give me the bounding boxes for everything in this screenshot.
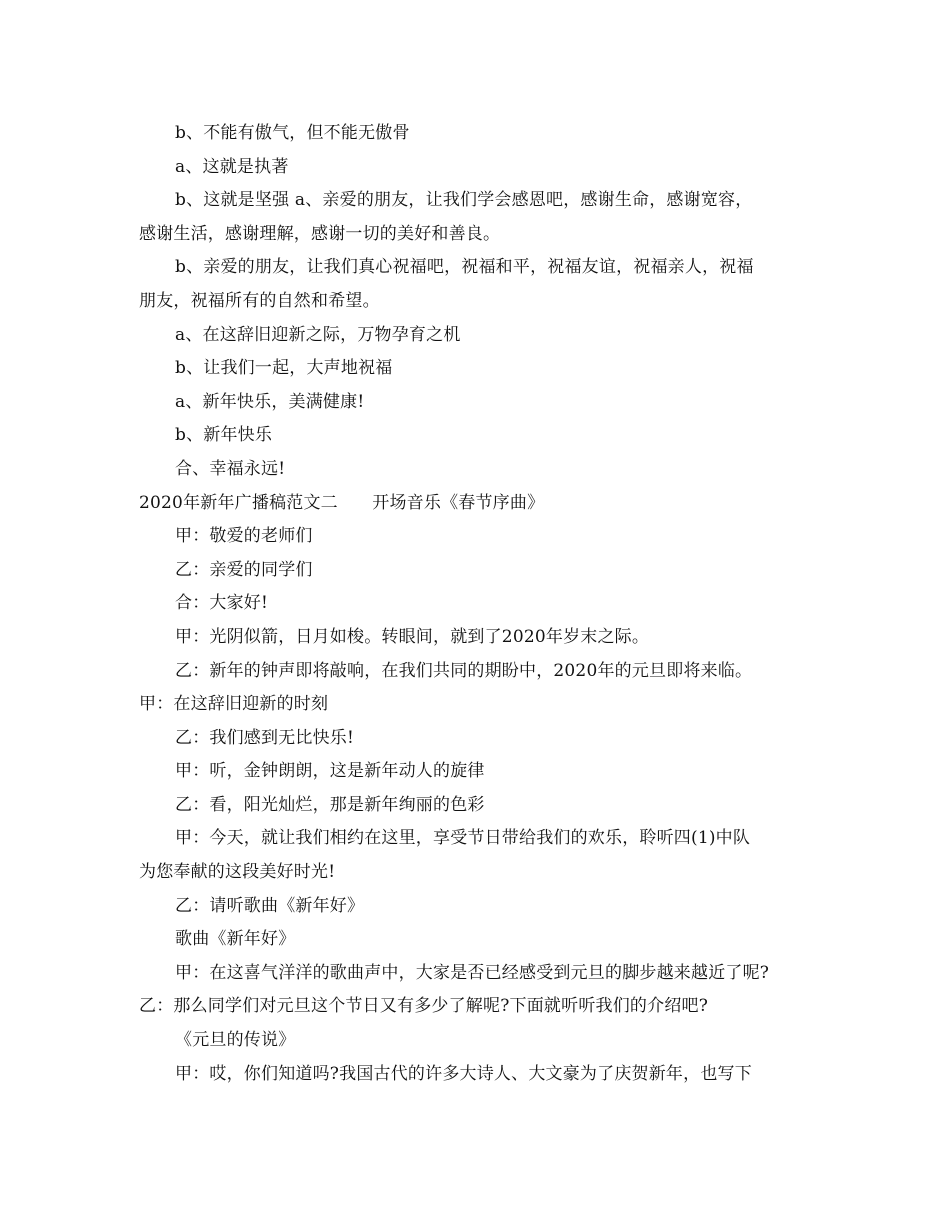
text-line: b、让我们一起，大声地祝福 (175, 358, 393, 379)
text-line: 甲：今天，就让我们相约在这里，享受节日带给我们的欢乐，聆听四(1)中队 (175, 828, 751, 849)
text-line: b、这就是坚强 a、亲爱的朋友，让我们学会感恩吧，感谢生命，感谢宽容， (175, 190, 753, 211)
text-line: 甲：在这辞旧迎新的时刻 (139, 694, 329, 715)
text-line: 乙：看，阳光灿烂，那是新年绚丽的色彩 (175, 794, 485, 815)
text-line: 合、幸福永远! (175, 458, 286, 479)
text-line: 甲：敬爱的老师们 (175, 526, 313, 547)
text-line: 合：大家好! (175, 593, 269, 614)
text-line: 甲：光阴似箭，日月如梭。转眼间，就到了2020年岁末之际。 (175, 626, 650, 647)
text-line: 为您奉献的这段美好时光! (139, 862, 336, 883)
text-line: 感谢生活，感谢理解，感谢一切的美好和善良。 (139, 223, 501, 244)
text-line: b、新年快乐 (175, 425, 273, 446)
text-line: 乙：那么同学们对元旦这个节日又有多少了解呢?下面就听听我们的介绍吧? (139, 996, 709, 1017)
text-line: 乙：新年的钟声即将敲响，在我们共同的期盼中，2020年的元旦即将来临。 (175, 660, 753, 681)
text-line: 甲：听，金钟朗朗，这是新年动人的旋律 (175, 761, 485, 782)
text-line: 乙：我们感到无比快乐! (175, 727, 355, 748)
text-line: 乙：请听歌曲《新年好》 (175, 895, 365, 916)
text-line: b、不能有傲气，但不能无傲骨 (175, 123, 410, 143)
text-line: 《元旦的传说》 (175, 1030, 296, 1051)
document-body (139, 117, 815, 1091)
text-line: a、新年快乐，美满健康! (175, 391, 365, 412)
section-heading: 2020年新年广播稿范文二 开场音乐《春节序曲》 (139, 492, 545, 513)
text-line: a、这就是执著 (175, 156, 289, 177)
text-line: a、在这辞旧迎新之际，万物孕育之机 (175, 324, 461, 345)
text-line: 甲：在这喜气洋洋的歌曲声中，大家是否已经感受到元旦的脚步越来越近了呢? (175, 962, 770, 983)
text-line: b、亲爱的朋友，让我们真心祝福吧，祝福和平，祝福友谊，祝福亲人，祝福 (175, 257, 754, 278)
text-line: 甲：哎，你们知道吗?我国古代的许多大诗人、大文豪为了庆贺新年，也写下 (175, 1063, 752, 1084)
text-line: 乙：亲爱的同学们 (175, 559, 313, 580)
text-line: 朋友，祝福所有的自然和希望。 (139, 290, 380, 311)
text-line: 歌曲《新年好》 (175, 929, 296, 950)
